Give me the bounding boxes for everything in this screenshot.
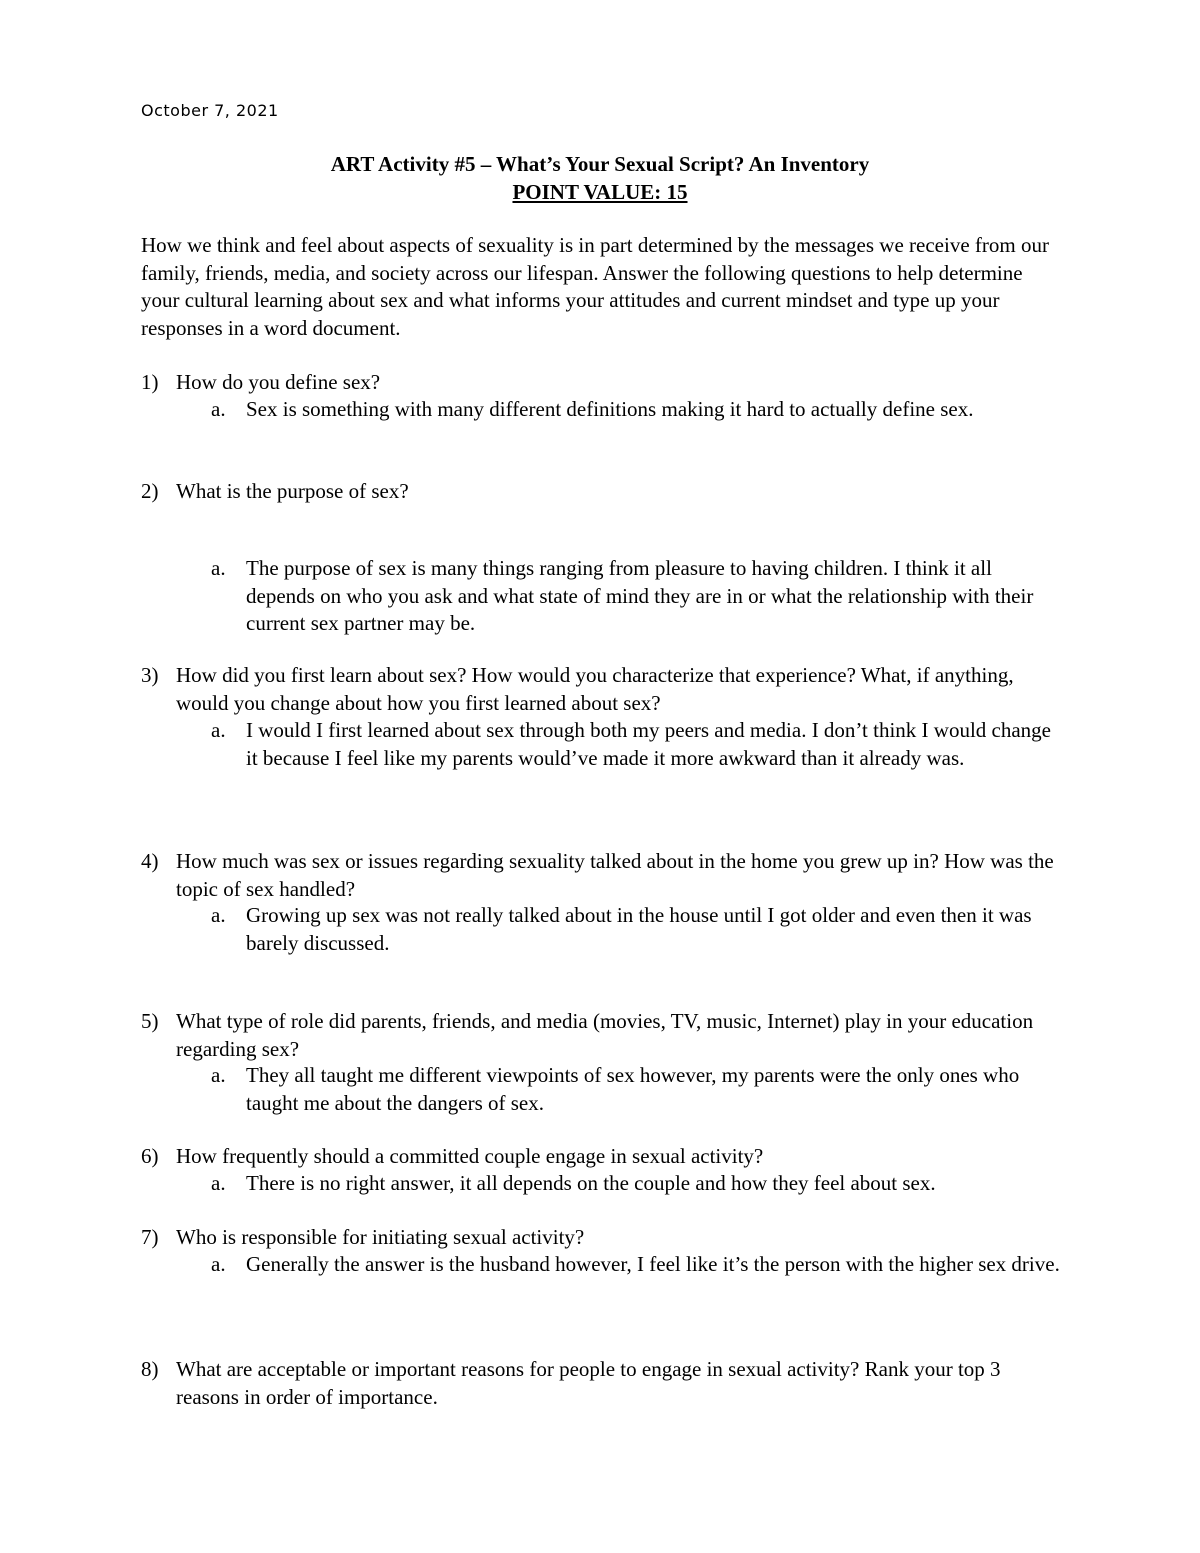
question-number: 3) <box>141 663 159 687</box>
answer-text: There is no right answer, it all depends on the couple and how they feel about sex. <box>246 1171 936 1195</box>
question-number: 7) <box>141 1225 159 1249</box>
answer-text: Generally the answer is the husband however, I feel like it’s the person with the higher sex drive. <box>246 1252 1060 1276</box>
question-text: How do you define sex? <box>176 370 381 394</box>
answer-1 <box>211 396 1061 424</box>
question-text: How did you first learn about sex? How would you characterize that experience? What, if anything, would you change about how you first learned about sex? <box>176 663 1014 715</box>
document-date: October 7, 2021 <box>141 101 279 120</box>
answer-letter: a. <box>211 1063 226 1087</box>
question-number: 5) <box>141 1009 159 1033</box>
answer-6 <box>211 1170 1061 1198</box>
question-5 <box>141 1008 1061 1063</box>
intro-paragraph: How we think and feel about aspects of sexuality is in part determined by the messages we receive from our family, friends, media, and society across our lifespan. Answer the following questions to help determine your cultural learning about sex and what informs your attitudes and current mindset and type up your responses in a word document. <box>141 233 1049 340</box>
question-7 <box>141 1224 1061 1252</box>
answer-4 <box>211 902 1061 957</box>
question-3 <box>141 662 1061 717</box>
title-block <box>0 151 1200 206</box>
answer-letter: a. <box>211 1252 226 1276</box>
question-number: 2) <box>141 479 159 503</box>
answer-text: Sex is something with many different definitions making it hard to actually define sex. <box>246 397 974 421</box>
answer-2 <box>211 555 1061 638</box>
question-6 <box>141 1143 1061 1171</box>
answer-letter: a. <box>211 903 226 927</box>
question-text: What is the purpose of sex? <box>176 479 409 503</box>
answer-3 <box>211 717 1061 772</box>
document-title: ART Activity #5 – What’s Your Sexual Script? An Inventory <box>330 152 870 176</box>
answer-letter: a. <box>211 1171 226 1195</box>
question-number: 8) <box>141 1357 159 1381</box>
question-text: Who is responsible for initiating sexual activity? <box>176 1225 585 1249</box>
answer-text: The purpose of sex is many things ranging from pleasure to having children. I think it all depends on who you ask and what state of mind they are in or what the relationship with their current sex partner may be. <box>246 556 1034 635</box>
answer-letter: a. <box>211 397 226 421</box>
answer-7 <box>211 1251 1061 1279</box>
question-4 <box>141 848 1061 903</box>
answer-letter: a. <box>211 718 226 742</box>
question-8 <box>141 1356 1061 1411</box>
question-text: What are acceptable or important reasons for people to engage in sexual activity? Rank your top 3 reasons in order of importance. <box>176 1357 1001 1409</box>
question-text: How much was sex or issues regarding sexuality talked about in the home you grew up in? How was the topic of sex handled? <box>176 849 1054 901</box>
question-text: How frequently should a committed couple engage in sexual activity? <box>176 1144 764 1168</box>
answer-text: They all taught me different viewpoints of sex however, my parents were the only ones who taught me about the dangers of sex. <box>246 1063 1020 1115</box>
question-2 <box>141 478 1061 506</box>
question-number: 1) <box>141 370 159 394</box>
answer-text: Growing up sex was not really talked about in the house until I got older and even then it was barely discussed. <box>246 903 1032 955</box>
answer-letter: a. <box>211 556 226 580</box>
question-1 <box>141 369 1061 397</box>
question-text: What type of role did parents, friends, and media (movies, TV, music, Internet) play in your education regarding sex? <box>176 1009 1034 1061</box>
answer-text: I would I first learned about sex through both my peers and media. I don’t think I would change it because I feel like my parents would’ve made it more awkward than it already was. <box>246 718 1052 770</box>
point-value: POINT VALUE: 15 <box>512 179 688 204</box>
answer-5 <box>211 1062 1061 1117</box>
question-number: 6) <box>141 1144 159 1168</box>
question-number: 4) <box>141 849 159 873</box>
